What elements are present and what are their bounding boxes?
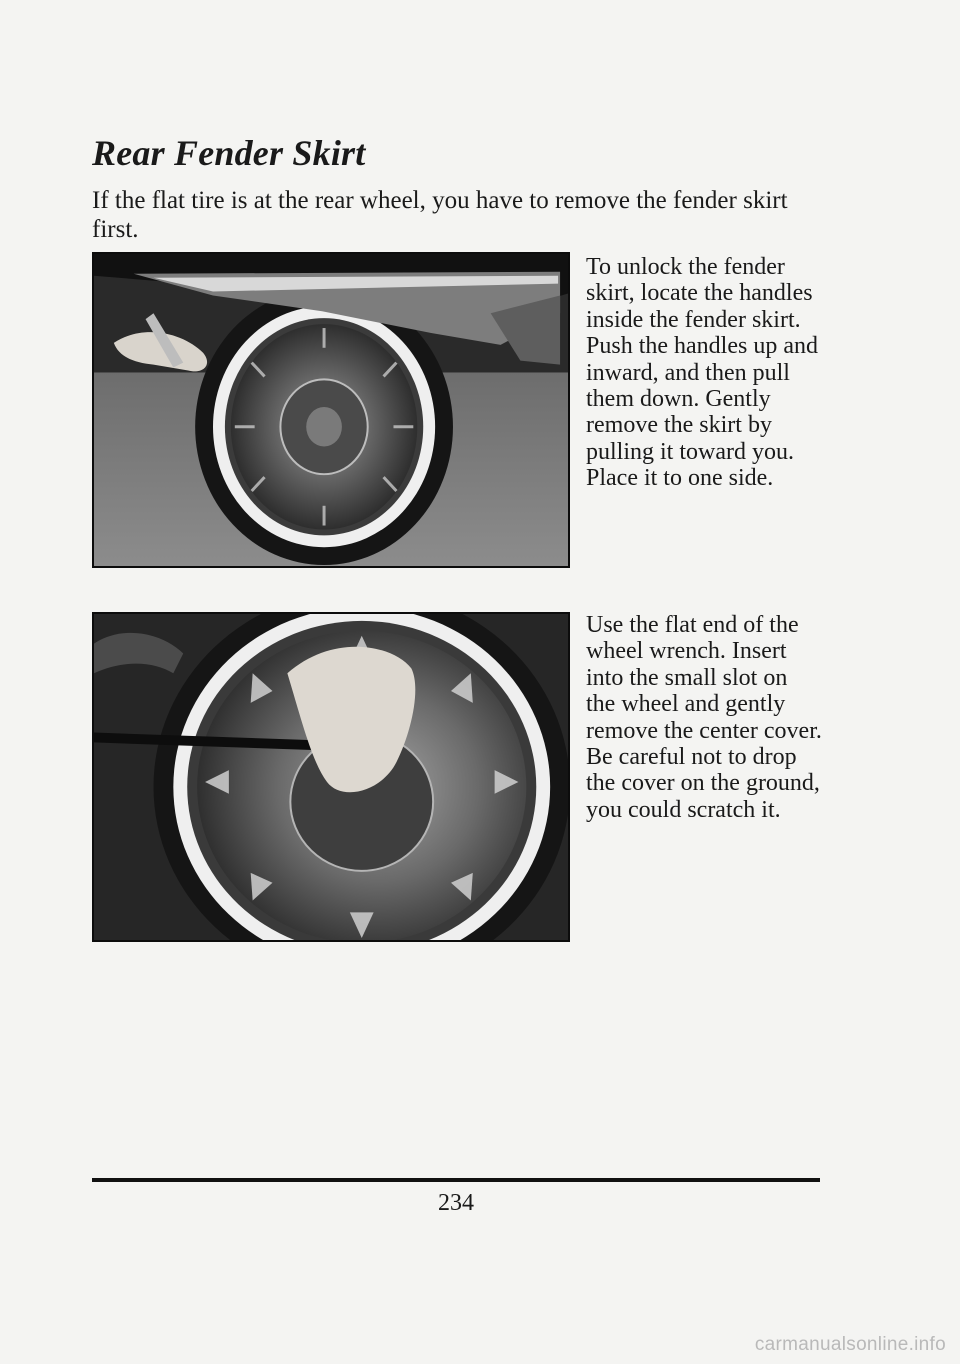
- center-cover-illustration: [94, 614, 568, 940]
- fender-skirt-instructions: To unlock the fender skirt, locate the handles inside the fender skirt. Push the handles up and inward, and then pull them down. Gently remove the skirt by pulling it toward you. Place it to one side.: [586, 254, 818, 492]
- page-number: 234: [438, 1190, 474, 1216]
- intro-paragraph: If the flat tire is at the rear wheel, you have to remove the fender skirt first.: [92, 187, 788, 243]
- fender-skirt-photo: [92, 252, 570, 568]
- watermark-text: carmanualsonline.info: [754, 1334, 946, 1355]
- footer-rule: [92, 1178, 820, 1182]
- center-cover-photo: [92, 612, 570, 942]
- center-cover-instructions: Use the flat end of the wheel wrench. Insert into the small slot on the wheel and gently remove the center cover. Be careful not to drop the cover on the ground, you could scratch it.: [586, 612, 822, 823]
- fender-skirt-illustration: [94, 254, 568, 566]
- section-heading: Rear Fender Skirt: [92, 133, 366, 173]
